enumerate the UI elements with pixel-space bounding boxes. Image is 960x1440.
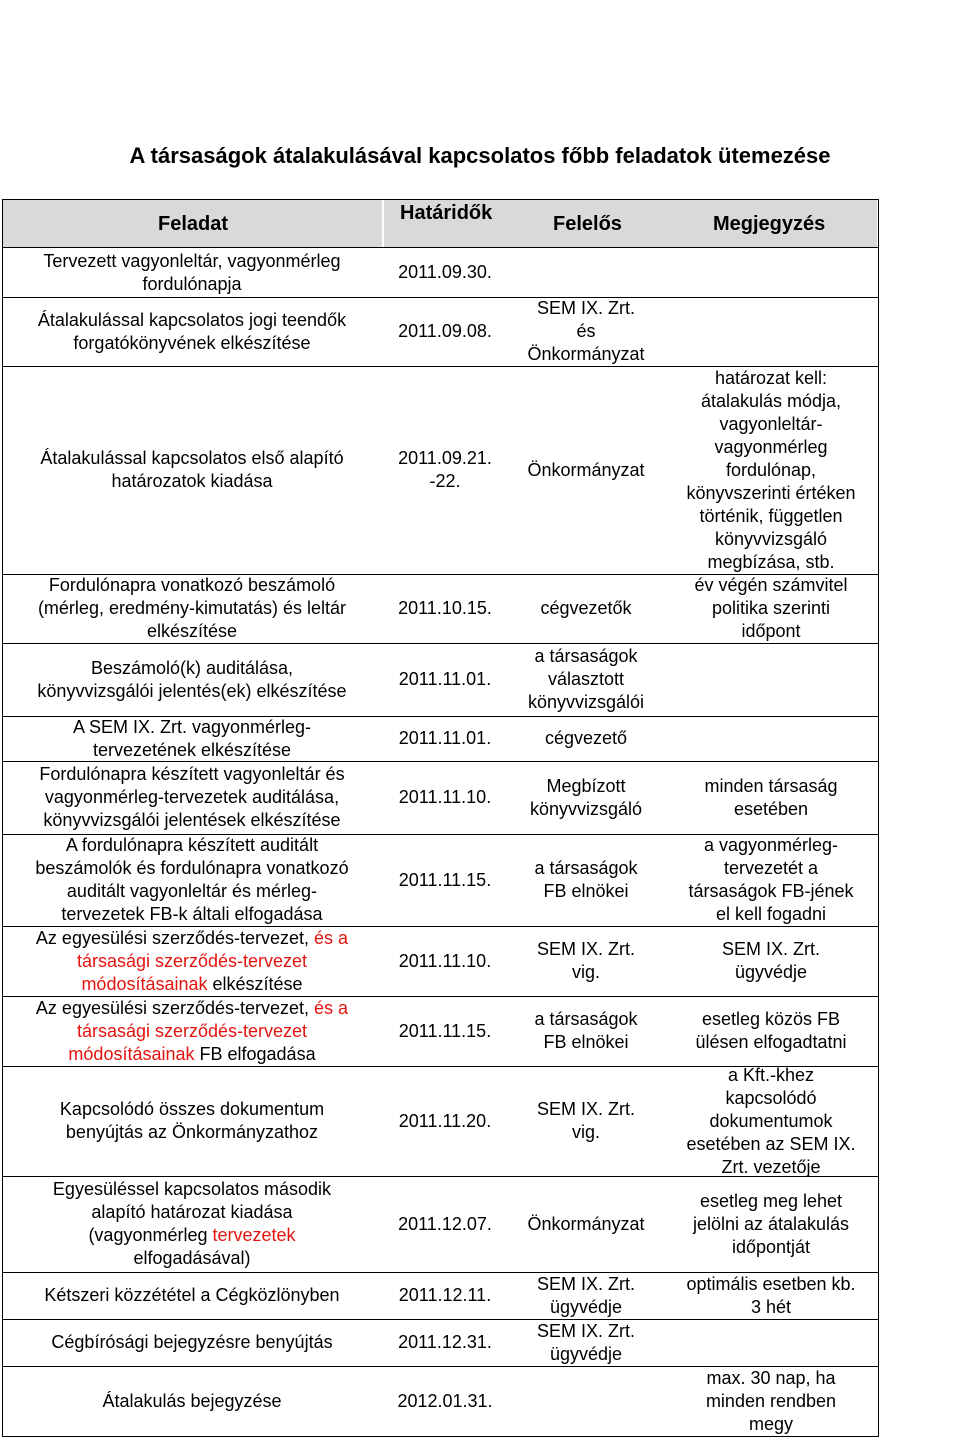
megjegyzes-line: ügyvédje [734, 962, 808, 982]
hatarido-cell [384, 574, 506, 643]
feladat-line: elkészítése [146, 621, 238, 641]
megjegyzes-line: könyvvizsgáló [714, 528, 828, 549]
megjegyzes-line: év végén számvitel [694, 575, 848, 595]
megjegyzes-line: ülésen elfogadtatni [695, 1032, 847, 1052]
felelos-line: SEM IX. Zrt. [536, 1273, 635, 1294]
hatarido-line: 2012.01.31. [397, 1390, 493, 1411]
megjegyzes-cell [666, 996, 876, 1066]
megjegyzes-line: határozat kell: [714, 367, 828, 388]
felelos-line: FB elnökei [543, 881, 629, 901]
megjegyzes-line: el kell fogadni [715, 904, 827, 924]
hatarido-cell [384, 643, 506, 716]
megjegyzes-line: 3 hét [750, 1296, 792, 1317]
megjegyzes-cell [666, 761, 876, 834]
feladat-text: elkészítése [207, 973, 303, 994]
feladat-line: A SEM IX. Zrt. vagyonmérleg- [72, 716, 312, 737]
megjegyzes-cell [666, 716, 876, 761]
megjegyzes-line: vagyonleltár- [719, 413, 823, 434]
megjegyzes-line: fordulónap, [725, 459, 817, 480]
felelos-cell [508, 716, 664, 761]
feladat-text-red: módosításainak [68, 1043, 195, 1064]
feladat-line: vagyonmérleg-tervezetek auditálása, [44, 787, 340, 807]
hatarido-line: 2011.11.10. [398, 787, 492, 807]
feladat-line [133, 1247, 250, 1270]
feladat-line: Cégbírósági bejegyzésre benyújtás [51, 1332, 333, 1352]
header-hataridok: Határidők [400, 202, 493, 224]
feladat-cell [4, 996, 380, 1066]
hatarido-line: 2011.11.01. [398, 728, 492, 748]
feladat-line [81, 973, 302, 996]
feladat-line: fordulónapja [142, 273, 242, 294]
feladat-line: (mérleg, eredmény-kimutatás) és leltár [37, 598, 347, 618]
megjegyzes-line: max. 30 nap, ha [706, 1367, 836, 1388]
hatarido-cell [384, 1319, 506, 1366]
megjegyzes-line: Zrt. vezetője [721, 1156, 821, 1177]
hatarido-cell [384, 996, 506, 1066]
felelos-line: SEM IX. Zrt. [536, 939, 635, 959]
megjegyzes-line: megy [748, 1413, 793, 1434]
feladat-line: A fordulónapra készített auditált [65, 835, 319, 855]
feladat-line: Tervezett vagyonleltár, vagyonmérleg [43, 250, 341, 271]
feladat-line: Fordulónapra vonatkozó beszámoló [48, 575, 336, 595]
feladat-cell [4, 297, 380, 366]
megjegyzes-line: esetleg közös FB [701, 1009, 841, 1029]
megjegyzes-line: jelölni az átalakulás [692, 1213, 850, 1234]
feladat-line: Kétszeri közzététel a Cégközlönyben [44, 1285, 340, 1305]
feladat-cell [4, 926, 380, 996]
felelos-line: választott [547, 669, 625, 689]
megjegyzes-line: vagyonmérleg [714, 436, 828, 457]
hatarido-line: 2011.09.30. [398, 262, 492, 282]
megjegyzes-line: társaságok FB-jének [688, 881, 854, 901]
feladat-line: tervezetének elkészítése [92, 739, 292, 760]
header-felelos: Felelős [553, 213, 622, 235]
feladat-line [77, 950, 307, 973]
felelos-cell [508, 1066, 664, 1176]
hatarido-line: 2011.12.31. [398, 1332, 492, 1352]
feladat-line: beszámolók és fordulónapra vonatkozó [35, 858, 349, 878]
feladat-cell [4, 716, 380, 761]
felelos-line: a társaságok [534, 1009, 638, 1029]
header-megjegyzes: Megjegyzés [713, 213, 826, 235]
feladat-line [53, 1178, 331, 1201]
feladat-cell [4, 643, 380, 716]
feladat-line: Átalakulás bejegyzése [102, 1390, 282, 1411]
felelos-cell [508, 834, 664, 926]
feladat-text: (vagyonmérleg [88, 1225, 213, 1245]
megjegyzes-cell [666, 926, 876, 996]
hatarido-line: 2011.11.15. [398, 869, 492, 890]
megjegyzes-line: a vagyonmérleg- [703, 835, 839, 855]
megjegyzes-line: minden rendben [705, 1390, 837, 1411]
feladat-line: határozatok kiadása [111, 471, 273, 491]
felelos-line: és [576, 321, 596, 341]
hatarido-cell [384, 297, 506, 366]
hatarido-cell [384, 1366, 506, 1436]
feladat-cell [4, 248, 380, 297]
felelos-cell [508, 926, 664, 996]
feladat-line: benyújtás az Önkormányzathoz [65, 1122, 319, 1142]
feladat-line [91, 1201, 292, 1224]
feladat-cell [4, 366, 380, 574]
feladat-line [68, 1043, 315, 1066]
felelos-cell [508, 996, 664, 1066]
felelos-line: cégvezető [544, 728, 628, 748]
hatarido-cell [384, 248, 506, 297]
feladat-line: Átalakulással kapcsolatos jogi teendők [37, 309, 347, 330]
hatarido-line: 2011.09.21. [398, 448, 492, 468]
feladat-line [77, 1020, 307, 1043]
megjegyzes-line: dokumentumok [709, 1110, 833, 1131]
feladat-text: Az egyesülési szerződés-tervezet, [35, 927, 315, 948]
megjegyzes-line: politika szerinti [711, 598, 831, 618]
feladat-line: tervezetek FB-k általi elfogadása [61, 904, 323, 924]
feladat-line [36, 927, 348, 950]
megjegyzes-line: megbízása, stb. [707, 551, 835, 572]
felelos-cell [508, 1366, 664, 1436]
megjegyzes-cell [666, 366, 876, 574]
felelos-cell [508, 248, 664, 297]
feladat-text-red: tervezetek [212, 1225, 296, 1245]
felelos-line: Megbízott [546, 775, 626, 796]
feladat-text: Egyesüléssel kapcsolatos második [52, 1179, 332, 1199]
felelos-line: könyvvizsgáló [529, 798, 643, 819]
megjegyzes-line: kapcsolódó [725, 1087, 817, 1108]
feladat-text-red: társasági szerződés-tervezet [76, 950, 308, 971]
felelos-line: vig. [571, 962, 600, 982]
hatarido-line: 2011.11.10. [398, 950, 492, 971]
feladat-text: Az egyesülési szerződés-tervezet, [35, 997, 315, 1018]
hatarido-cell [384, 834, 506, 926]
megjegyzes-line: könyvszerinti értéken [686, 482, 856, 503]
megjegyzes-cell [666, 1319, 876, 1366]
megjegyzes-line: esetleg meg lehet [699, 1190, 843, 1211]
hatarido-cell [384, 1066, 506, 1176]
feladat-text: elfogadásával) [133, 1248, 251, 1268]
feladat-cell [4, 1272, 380, 1319]
felelos-line: FB elnökei [543, 1032, 629, 1052]
felelos-line: vig. [571, 1122, 600, 1142]
feladat-cell [4, 761, 380, 834]
megjegyzes-line: SEM IX. Zrt. [721, 939, 820, 959]
megjegyzes-cell [666, 574, 876, 643]
feladat-text: FB elfogadása [194, 1043, 316, 1064]
megjegyzes-line: időpont [741, 621, 801, 641]
megjegyzes-line: tervezetét a [723, 858, 819, 878]
hatarido-line: 2011.12.11. [398, 1285, 492, 1305]
megjegyzes-cell [666, 248, 876, 297]
feladat-text-red: társasági szerződés-tervezet [76, 1020, 308, 1041]
megjegyzes-line: a Kft.-khez [727, 1064, 815, 1085]
feladat-line [88, 1224, 295, 1247]
feladat-cell [4, 1319, 380, 1366]
megjegyzes-cell [666, 1272, 876, 1319]
megjegyzes-line: időpontját [731, 1236, 811, 1257]
feladat-cell [4, 1366, 380, 1436]
hatarido-line: 2011.11.15. [398, 1020, 492, 1041]
hatarido-line: 2011.11.01. [398, 669, 492, 689]
hatarido-cell [384, 926, 506, 996]
megjegyzes-line: minden társaság [704, 775, 838, 796]
megjegyzes-line: esetében az SEM IX. [686, 1133, 856, 1154]
hatarido-line: 2011.10.15. [398, 598, 492, 618]
hatarido-cell [384, 716, 506, 761]
feladat-line: forgatókönyvének elkészítése [73, 332, 311, 353]
hatarido-cell [384, 761, 506, 834]
felelos-line: Önkormányzat [527, 344, 645, 364]
megjegyzes-line: optimális esetben kb. [686, 1273, 856, 1294]
megjegyzes-cell [666, 1176, 876, 1272]
feladat-line: Átalakulással kapcsolatos első alapító [40, 448, 344, 468]
feladat-line: auditált vagyonleltár és mérleg- [66, 881, 318, 901]
felelos-cell [508, 1319, 664, 1366]
hatarido-line: 2011.11.20. [398, 1110, 492, 1131]
felelos-cell [508, 574, 664, 643]
hatarido-cell [384, 1176, 506, 1272]
felelos-cell [508, 366, 664, 574]
felelos-line: Önkormányzat [527, 459, 645, 480]
feladat-text: alapító határozat kiadása [91, 1202, 293, 1222]
felelos-line: ügyvédje [549, 1296, 623, 1317]
megjegyzes-line: átalakulás módja, [700, 390, 842, 411]
felelos-line: ügyvédje [549, 1343, 623, 1364]
felelos-line: könyvvizsgálói [527, 692, 645, 712]
felelos-cell [508, 761, 664, 834]
felelos-line: Önkormányzat [527, 1213, 645, 1234]
header-feladat: Feladat [158, 213, 229, 235]
feladat-text-red: módosításainak [81, 973, 208, 994]
feladat-line [36, 997, 348, 1020]
feladat-cell [4, 574, 380, 643]
megjegyzes-line: esetében [733, 798, 809, 819]
feladat-text-red: és a [314, 927, 349, 948]
hatarido-cell [384, 1272, 506, 1319]
felelos-cell [508, 1176, 664, 1272]
felelos-cell [508, 297, 664, 366]
feladat-text-red: és a [314, 997, 349, 1018]
feladat-cell [4, 1176, 380, 1272]
feladat-cell [4, 1066, 380, 1176]
felelos-line: a társaságok [534, 646, 638, 666]
felelos-line: SEM IX. Zrt. [536, 1099, 635, 1119]
feladat-line: Kapcsolódó összes dokumentum [59, 1099, 325, 1119]
page-title: A társaságok átalakulásával kapcsolatos főbb feladatok ütemezése [129, 143, 831, 168]
hatarido-line: 2011.12.07. [398, 1213, 492, 1234]
felelos-line: cégvezetők [540, 598, 632, 618]
megjegyzes-cell [666, 1066, 876, 1176]
felelos-line: a társaságok [534, 858, 638, 878]
megjegyzes-cell [666, 1366, 876, 1436]
feladat-line: könyvvizsgálói jelentések elkészítése [43, 810, 341, 830]
felelos-line: SEM IX. Zrt. [536, 298, 635, 318]
feladat-line: könyvvizsgálói jelentés(ek) elkészítése [37, 680, 347, 701]
hatarido-line: 2011.09.08. [398, 321, 492, 341]
feladat-cell [4, 834, 380, 926]
megjegyzes-line: történik, független [699, 505, 843, 526]
feladat-line: Beszámoló(k) auditálása, [90, 657, 294, 678]
megjegyzes-cell [666, 643, 876, 716]
hatarido-line: -22. [429, 471, 461, 491]
felelos-cell [508, 643, 664, 716]
felelos-cell [508, 1272, 664, 1319]
megjegyzes-cell [666, 834, 876, 926]
megjegyzes-cell [666, 297, 876, 366]
felelos-line: SEM IX. Zrt. [536, 1320, 635, 1341]
feladat-line: Fordulónapra készített vagyonleltár és [39, 764, 345, 784]
hatarido-cell [384, 366, 506, 574]
